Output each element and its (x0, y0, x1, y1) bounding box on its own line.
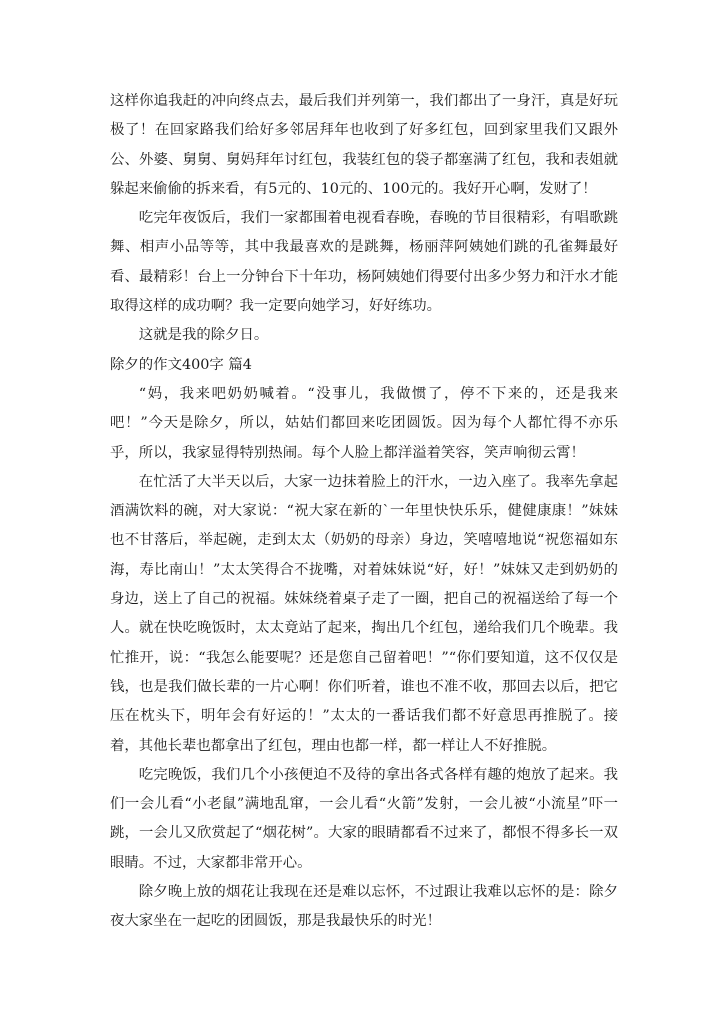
paragraph-fireworks: 吃完晚饭，我们几个小孩便迫不及待的拿出各式各样有趣的炮放了起来。我们一会儿看“小老鼠”满地乱窜，一会儿看“火箭”发射，一会儿被“小流星”吓一跳，一会儿又欣赏起了“烟花树”。大家的眼睛都看不过来了，都恨不得多长一双眼睛。不过，大家都非常开心。 (110, 766, 618, 871)
section-heading: 除夕的作文400字 篇4 (110, 356, 252, 373)
paragraph-conclusion: 这就是我的除夕日。 (138, 327, 269, 344)
document-body (110, 87, 618, 937)
paragraph-opening: “妈，我来吧奶奶喊着。“没事儿，我做惯了，停不下来的，还是我来吧！”今天是除夕，所以，姑姑们都回来吃团圆饭。因为每个人都忙得不亦乐乎，所以，我家显得特别热闹。每个人脸上都洋溢着笑容，笑声响彻云霄！ (110, 385, 618, 461)
paragraph-continuation: 这样你追我赶的冲向终点去，最后我们并列第一，我们都出了一身汗，真是好玩极了！在回家路我们给好多邻居拜年也收到了好多红包，回到家里我们又跟外公、外婆、舅舅、舅妈拜年讨红包，我装红包的袋子都塞满了红包，我和表姐就躲起来偷偷的拆来看，有5元的、10元的、100元的。我好开心啊，发财了！ (110, 93, 618, 197)
paragraph-closing: 除夕晚上放的烟花让我现在还是难以忘怀，不过跟让我难以忘怀的是：除夕夜大家坐在一起吃的团圆饭，那是我最快乐的时光！ (110, 884, 618, 930)
paragraph-dinner-toast: 在忙活了大半天以后，大家一边抹着脸上的汗水，一边入座了。我率先拿起酒满饮料的碗，对大家说：“祝大家在新的`一年里快快乐乐，健健康康！”妹妹也不甘落后，举起碗，走到太太（奶奶的母亲）身边，笑嘻嘻地说“祝您福如东海，寿比南山！”太太笑得合不拢嘴，对着妹妹说“好，好！”妹妹又走到奶奶的身边，送上了自己的祝福。妹妹绕着桌子走了一圈，把自己的祝福送给了每一个人。就在快吃晚饭时，太太竟站了起来，掏出几个红包，递给我们几个晚辈。我忙推开，说：“我怎么能要呢？还是您自己留着吧！”“你们要知道，这不仅仅是钱，也是我们做长辈的一片心啊！你们听着，谁也不准不收，那回去以后，把它压在枕头下，明年会有好运的！”太太的一番话我们都不好意思再推脱了。接着，其他长辈也都拿出了红包，理由也都一样，都一样让人不好推脱。 (110, 473, 618, 754)
paragraph-spring-gala: 吃完年夜饭后，我们一家都围着电视看春晚，春晚的节目很精彩，有唱歌跳舞、相声小品等等，其中我最喜欢的是跳舞，杨丽萍阿姨她们跳的孔雀舞最好看、最精彩！台上一分钟台下十年功，杨阿姨她们得要付出多少努力和汗水才能取得这样的成功啊？我一定要向她学习，好好练功。 (110, 210, 618, 315)
